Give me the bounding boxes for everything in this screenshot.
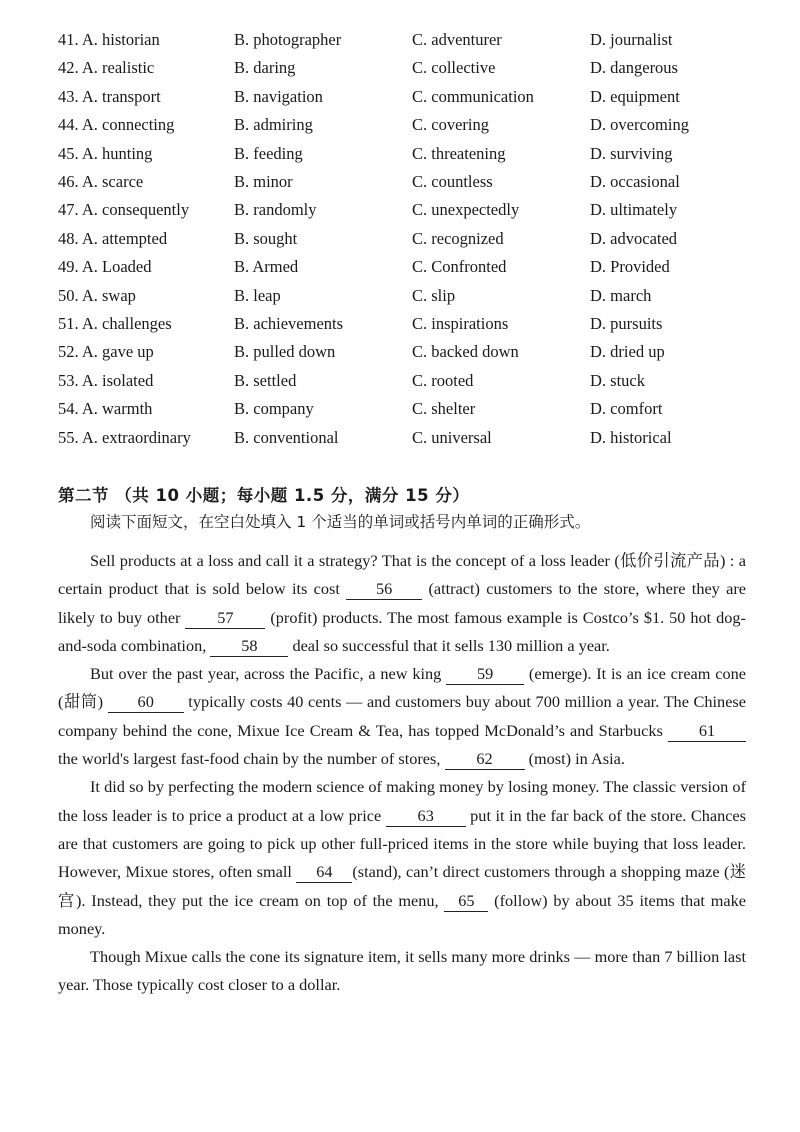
option-a: 49. A. Loaded (58, 257, 152, 277)
option-a: 46. A. scarce (58, 172, 144, 191)
blank-61: 61 (668, 721, 746, 742)
option-row-43 (58, 83, 758, 111)
option-b: B. admiring (234, 115, 313, 135)
blank-58: 58 (210, 636, 288, 657)
option-a: 42. A. realistic (58, 58, 155, 78)
option-d: D. dried up (590, 342, 665, 362)
option-row-45 (58, 140, 758, 168)
option-row-47 (58, 196, 758, 224)
option-c: C. recognized (412, 228, 504, 248)
option-b: B. pulled down (234, 342, 336, 362)
option-c: C. countless (412, 172, 493, 191)
option-d: D. journalist (590, 30, 673, 49)
reading-passage (58, 547, 746, 1000)
option-b: B. settled (234, 370, 297, 390)
option-b: B. minor (234, 172, 293, 191)
option-b: B. navigation (234, 86, 323, 106)
option-a: 48. A. attempted (58, 228, 168, 248)
option-row-53 (58, 367, 758, 395)
option-a: 41. A. historian (58, 30, 160, 49)
option-d: D. Provided (590, 257, 670, 277)
option-d: D. advocated (590, 228, 678, 248)
option-c: C. covering (412, 115, 489, 135)
option-d: D. equipment (590, 86, 680, 106)
option-b: B. achievements (234, 314, 344, 333)
option-row-44 (58, 111, 758, 139)
option-d: D. march (590, 285, 652, 305)
option-d: D. occasional (590, 172, 680, 191)
option-c: C. Confronted (412, 257, 507, 277)
passage-paragraph-1: Sell products at a loss and call it a strategy? That is the concept of a loss leader (低价引流产品) : a certain product that is sold below its cost 56 (attract) customers to the store, where they are likely to buy other 57 (profit) products. The most famous example is Costco’s $1. 50 hot dog-and-soda combination, 58 deal so successful that it sells 130 million a year. (58, 551, 746, 655)
option-c: C. rooted (412, 370, 474, 390)
option-d: D. pursuits (590, 314, 663, 333)
option-d: D. comfort (590, 399, 663, 419)
option-c: C. backed down (412, 342, 519, 362)
section-instruction: 阅读下面短文，在空白处填入 1 个适当的单词或括号内单词的正确形式。 (90, 513, 591, 531)
option-row-55 (58, 424, 758, 452)
option-row-54 (58, 395, 758, 423)
section-title: 第二节 （共 10 小题；每小题 1.5 分，满分 15 分） (58, 486, 470, 505)
option-b: B. leap (234, 285, 281, 305)
option-c: C. inspirations (412, 314, 509, 333)
option-c: C. threatening (412, 143, 506, 163)
option-b: B. feeding (234, 143, 303, 163)
option-c: C. universal (412, 427, 492, 447)
option-b: B. Armed (234, 257, 299, 277)
blank-60: 60 (108, 692, 184, 713)
option-d: D. surviving (590, 143, 673, 163)
passage-paragraph-4: Though Mixue calls the cone its signature item, it sells many more drinks — more than 7 billion last year. Those typically cost closer to a dollar. (58, 947, 746, 995)
option-row-46 (58, 168, 758, 196)
option-c: C. slip (412, 285, 456, 305)
blank-64: 64 (296, 862, 352, 883)
option-d: D. overcoming (590, 115, 689, 135)
option-a: 51. A. challenges (58, 314, 172, 333)
option-b: B. randomly (234, 200, 317, 220)
option-a: 53. A. isolated (58, 370, 154, 390)
option-row-42 (58, 54, 758, 82)
option-row-52 (58, 338, 758, 366)
option-b: B. sought (234, 228, 298, 248)
option-b: B. conventional (234, 427, 339, 447)
blank-57: 57 (185, 608, 265, 629)
option-d: D. dangerous (590, 58, 678, 78)
option-c: C. adventurer (412, 30, 502, 49)
option-c: C. shelter (412, 399, 476, 419)
option-c: C. collective (412, 58, 496, 78)
option-a: 43. A. transport (58, 86, 161, 106)
option-c: C. unexpectedly (412, 200, 520, 220)
option-b: B. photographer (234, 30, 342, 49)
blank-62: 62 (445, 749, 525, 770)
passage-paragraph-2: But over the past year, across the Pacific, a new king 59 (emerge). It is an ice cream cone (甜筒) 60 typically costs 40 cents — and customers buy about 700 million a year. The Chinese company behind the cone, Mixue Ice Cream & Tea, has topped McDonald’s and Starbucks 61 the world's largest fast-food chain by the number of stores, 62 (most) in Asia. (58, 664, 746, 769)
option-d: D. stuck (590, 370, 645, 390)
option-a: 47. A. consequently (58, 200, 190, 220)
option-a: 45. A. hunting (58, 143, 153, 163)
blank-63: 63 (386, 806, 466, 827)
option-a: 54. A. warmth (58, 399, 153, 419)
passage-paragraph-3: It did so by perfecting the modern science of making money by losing money. The classic version of the loss leader is to price a product at a low price 63 put it in the far back of the store. Chances are that customers are going to pick up other full-priced items in the store while buying that loss leader. However, Mixue stores, often small 64 (stand), can’t direct customers through a shopping maze (迷宫). Instead, they put the ice cream on top of the menu, 65 (follow) by about 35 items that make money. (58, 777, 746, 938)
option-b: B. daring (234, 58, 296, 78)
option-row-49 (58, 253, 758, 281)
option-b: B. company (234, 399, 314, 419)
option-a: 44. A. connecting (58, 115, 175, 135)
option-row-41 (58, 26, 758, 54)
option-d: D. historical (590, 427, 672, 447)
option-a: 55. A. extraordinary (58, 427, 191, 447)
blank-59: 59 (446, 664, 524, 685)
option-c: C. communication (412, 86, 534, 106)
option-row-50 (58, 282, 758, 310)
option-row-48 (58, 225, 758, 253)
option-row-51 (58, 310, 758, 338)
blank-56: 56 (346, 579, 422, 600)
blank-65: 65 (444, 891, 488, 912)
option-a: 52. A. gave up (58, 342, 154, 362)
option-a: 50. A. swap (58, 285, 136, 305)
option-d: D. ultimately (590, 200, 678, 220)
